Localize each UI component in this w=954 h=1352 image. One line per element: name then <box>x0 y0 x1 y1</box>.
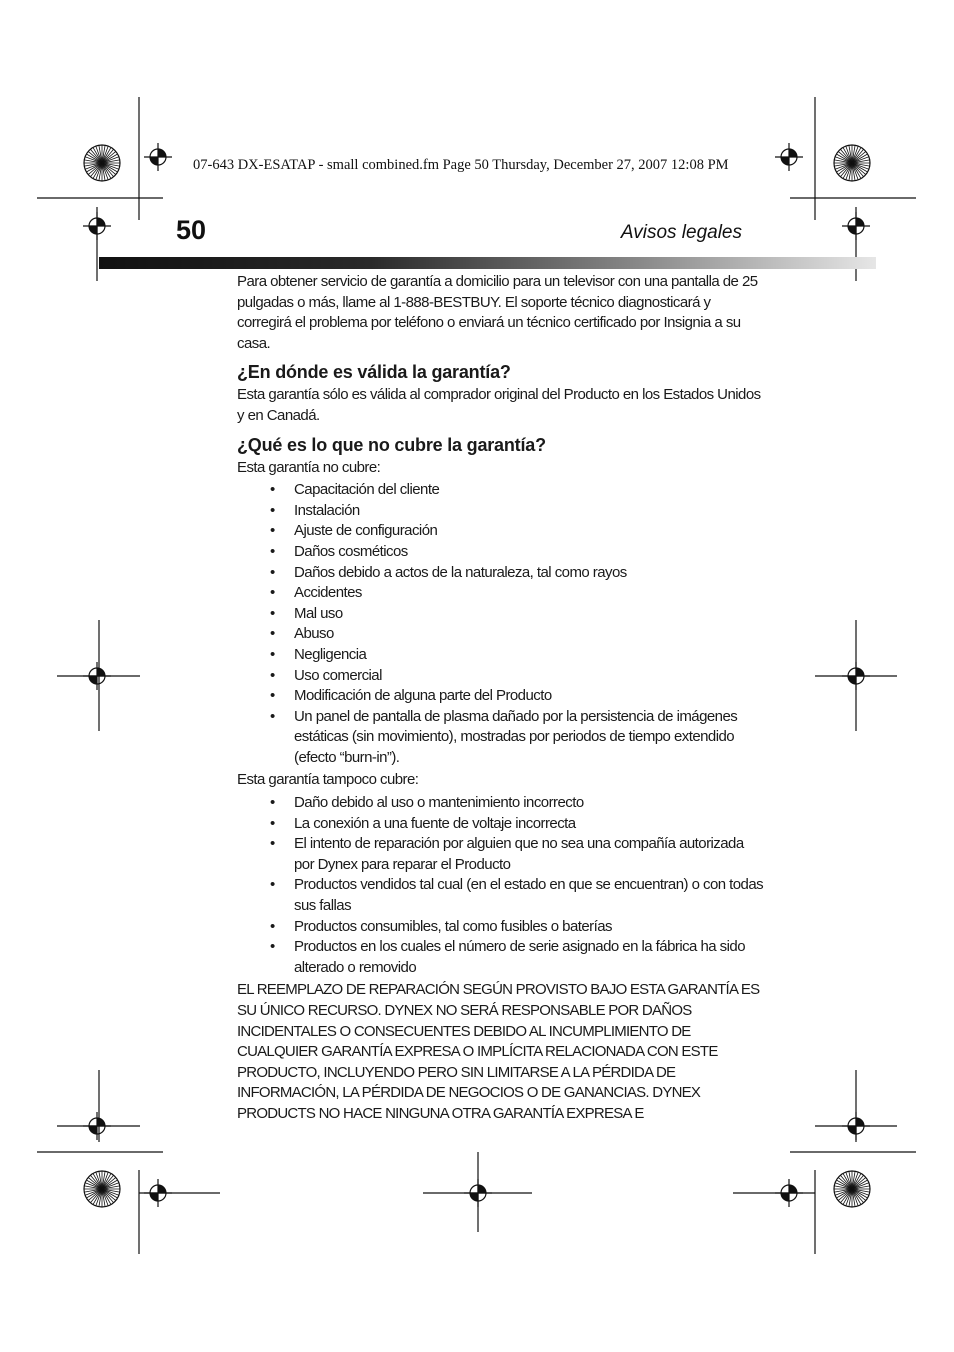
bullet-icon: • <box>270 563 275 581</box>
target-quadrant <box>89 1126 97 1134</box>
list-item: • Abuso <box>294 624 767 645</box>
list-item: • Un panel de pantalla de plasma dañado por la persistencia de imágenes estáticas (sin movimiento), mostradas por periodos de tiempo extendido (efecto “burn-in”). <box>270 707 738 766</box>
page-content <box>237 272 767 1125</box>
disclaimer-paragraph: EL REEMPLAZO DE REPARACIÓN SEGÚN PROVISTO BAJO ESTA GARANTÍA ES SU ÚNICO RECURSO. DYNEX NO SERÁ RESPONSABLE POR DAÑOS INCIDENTALES O CONSECUENTES DEBIDO AL INCUMPLIMIENTO DE CUALQUIER GARANTÍA EXPRESA O IMPLÍCITA RELACIONADA CON ESTE PRODUCTO, INCLUYENDO PERO SIN LIMITARSE A LA PÉRDIDA DE INFORMACIÓN, LA PÉRDIDA DE NEGOCIOS O DE GANANCIAS. DYNEX PRODUCTS NO HACE NINGUNA OTRA GARANTÍA EXPRESA E <box>237 981 760 1122</box>
valid-text: Esta garantía sólo es válida al comprador original del Producto en los Estados Unidos y en Canadá. <box>237 386 761 424</box>
target-quadrant <box>97 1118 105 1126</box>
list-item: • Daños debido a actos de la naturaleza, tal como rayos <box>294 563 767 584</box>
target-quadrant <box>89 676 97 684</box>
bullet-icon: • <box>270 625 275 643</box>
target-quadrant <box>470 1193 478 1201</box>
intro-paragraph: Para obtener servicio de garantía a domicilio para un televisor con una pantalla de 25 pulgadas o más, llame al 1-888-BESTBUY. El soporte técnico diagnosticará y corregirá el problema por teléfono o enviará un técnico certificado por Insignia a su casa. <box>237 273 758 352</box>
target-quadrant <box>478 1185 486 1193</box>
list-item: • Daño debido al uso o mantenimiento incorrecto <box>294 793 767 814</box>
bullet-icon: • <box>270 814 275 832</box>
header-rule <box>99 257 876 269</box>
section-title: Avisos legales <box>620 222 742 243</box>
list-item: • Ajuste de configuración <box>294 521 767 542</box>
page-number: 50 <box>176 215 207 245</box>
bullet-icon: • <box>270 645 275 663</box>
list-item: • Modificación de alguna parte del Producto <box>294 686 767 707</box>
target-quadrant <box>848 1126 856 1134</box>
bullet-icon: • <box>270 794 275 812</box>
target-quadrant <box>158 1185 166 1193</box>
list-item: • Productos consumibles, tal como fusibles o baterías <box>294 917 767 938</box>
list-item: • El intento de reparación por alguien que no sea una compañía autorizada por Dynex para reparar el Producto <box>270 835 744 873</box>
bullet-icon: • <box>270 666 275 684</box>
bullet-icon: • <box>270 835 275 853</box>
list-item: • Daños cosméticos <box>294 542 767 563</box>
target-quadrant <box>781 1193 789 1201</box>
bullet-icon: • <box>270 707 275 725</box>
heading-not-covered: ¿Qué es lo que no cubre la garantía? <box>237 434 546 455</box>
bullet-icon: • <box>270 481 275 499</box>
bullet-icon: • <box>270 604 275 622</box>
bullet-icon: • <box>270 501 275 519</box>
target-quadrant <box>150 1193 158 1201</box>
list-item: • Uso comercial <box>294 666 767 687</box>
list-item: • Accidentes <box>294 583 767 604</box>
bullet-icon: • <box>270 522 275 540</box>
target-quadrant <box>848 226 856 234</box>
target-quadrant <box>789 149 797 157</box>
not-covered-list <box>237 480 767 768</box>
list-item: • Instalación <box>294 501 767 522</box>
target-quadrant <box>97 218 105 226</box>
file-info-line: 07-643 DX-ESATAP - small combined.fm Page 50 Thursday, December 27, 2007 12:08 PM <box>193 157 729 173</box>
list-item: • Productos vendidos tal cual (en el estado en que se encuentran) o con todas sus fallas <box>270 876 764 915</box>
bullet-icon: • <box>270 687 275 705</box>
bullet-icon: • <box>270 917 275 935</box>
heading-valid: ¿En dónde es válida la garantía? <box>237 362 511 383</box>
also-not-covered-intro: Esta garantía tampoco cubre: <box>237 771 419 789</box>
also-not-covered-list <box>237 793 767 978</box>
list-item: • Capacitación del cliente <box>294 480 767 501</box>
bullet-icon: • <box>270 584 275 602</box>
target-quadrant <box>89 226 97 234</box>
bullet-icon: • <box>270 876 275 894</box>
not-covered-intro: Esta garantía no cubre: <box>237 458 381 476</box>
list-item: • Productos en los cuales el número de serie asignado en la fábrica ha sido alterado o removido <box>270 938 745 976</box>
bullet-icon: • <box>270 938 275 956</box>
target-quadrant <box>150 157 158 165</box>
target-quadrant <box>789 1185 797 1193</box>
target-quadrant <box>158 149 166 157</box>
target-quadrant <box>848 676 856 684</box>
target-quadrant <box>97 668 105 676</box>
target-quadrant <box>856 218 864 226</box>
list-item: • La conexión a una fuente de voltaje incorrecta <box>294 814 767 835</box>
target-quadrant <box>856 668 864 676</box>
target-quadrant <box>856 1118 864 1126</box>
list-item: • Negligencia <box>294 645 767 666</box>
bullet-icon: • <box>270 542 275 560</box>
list-item: • Mal uso <box>294 604 767 625</box>
